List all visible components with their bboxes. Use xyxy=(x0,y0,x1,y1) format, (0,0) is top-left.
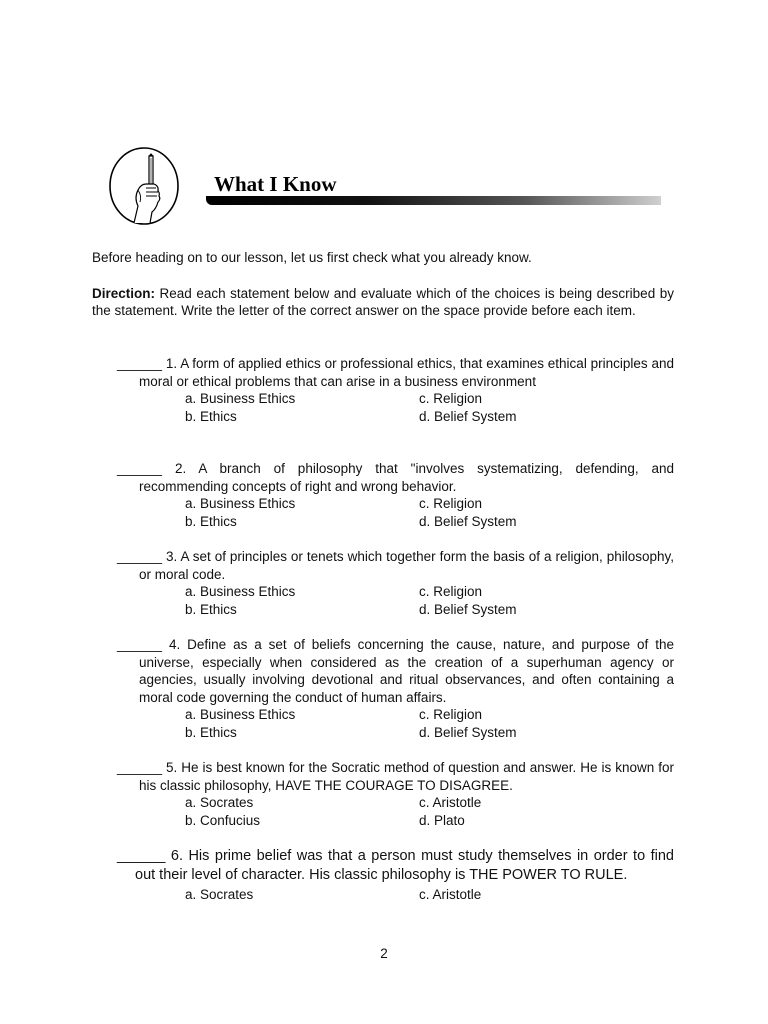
title-underline-bar xyxy=(206,196,661,205)
question-text: 1. A form of applied ethics or professional ethics, that examines ethical principles and moral or ethical problems that can arise in a business environment xyxy=(139,356,674,389)
section-title: What I Know xyxy=(214,172,337,196)
options xyxy=(117,706,674,741)
question-1 xyxy=(117,355,674,425)
options xyxy=(117,794,674,829)
question-text: 6. His prime belief was that a person must study themselves in order to find out their level of character. His classic philosophy is THE POWER TO RULE. xyxy=(135,848,674,883)
question-3 xyxy=(117,548,674,618)
question-stem xyxy=(117,460,674,495)
question-text: 2. A branch of philosophy that "involves systematizing, defending, and recommending concepts of right and wrong behavior. xyxy=(139,461,674,494)
question-stem xyxy=(117,355,674,390)
option-b: b. Ethics xyxy=(185,513,237,529)
option-a: a. Socrates xyxy=(185,795,254,810)
option-d: d. Belief System xyxy=(419,513,517,529)
option-c: c. Aristotle xyxy=(419,887,482,902)
question-2 xyxy=(117,460,674,530)
option-c: c. Religion xyxy=(419,391,483,406)
answer-blank: ______ xyxy=(117,549,163,564)
option-b: b. Ethics xyxy=(185,408,237,424)
question-text: 5. He is best known for the Socratic method of question and answer. He is known for his classic philosophy, HAVE THE COURAGE TO DISAGREE. xyxy=(139,760,674,793)
question-text: 4. Define as a set of beliefs concerning the cause, nature, and purpose of the universe, especially when considered as the creation of a superhuman agency or agencies, usually involving devotional and ritual observances, and often containing a moral code governing the conduct of human affairs. xyxy=(139,637,674,705)
hand-holding-pencil-icon xyxy=(108,146,180,226)
page-number: 2 xyxy=(380,946,388,961)
option-a: a. Socrates xyxy=(185,887,254,902)
option-c: c. Religion xyxy=(419,496,483,511)
option-a: a. Business Ethics xyxy=(185,584,296,599)
question-stem xyxy=(117,636,674,706)
option-c: c. Religion xyxy=(419,707,483,722)
option-a: a. Business Ethics xyxy=(185,707,296,722)
options xyxy=(117,885,674,920)
options xyxy=(117,495,674,530)
question-5 xyxy=(117,759,674,829)
direction-label: Direction: xyxy=(92,286,156,301)
option-a: a. Business Ethics xyxy=(185,391,296,406)
option-d: d. Belief System xyxy=(419,408,517,424)
option-d: d. Belief System xyxy=(419,601,517,617)
question-stem xyxy=(117,548,674,583)
answer-blank: ______ xyxy=(117,461,163,476)
options xyxy=(117,390,674,425)
option-c: c. Religion xyxy=(419,584,483,599)
option-b: b. Confucius xyxy=(185,812,261,828)
option-c: c. Aristotle xyxy=(419,795,482,810)
answer-blank: ______ xyxy=(117,356,163,371)
answer-blank: ______ xyxy=(117,637,163,652)
question-stem xyxy=(117,759,674,794)
question-stem xyxy=(117,847,674,885)
intro-text: Before heading on to our lesson, let us first check what you already know. xyxy=(92,250,532,265)
answer-blank: ______ xyxy=(117,848,166,864)
options xyxy=(117,583,674,618)
question-text: 3. A set of principles or tenets which together form the basis of a religion, philosophy, or moral code. xyxy=(139,549,674,582)
option-b: b. Ethics xyxy=(185,601,237,617)
question-4 xyxy=(117,636,674,741)
question-6 xyxy=(117,847,674,920)
direction-paragraph xyxy=(92,285,674,319)
option-a: a. Business Ethics xyxy=(185,496,296,511)
direction-text: Read each statement below and evaluate which of the choices is being described by the statement. Write the letter of the correct answer on the space provide before each item. xyxy=(92,286,674,318)
option-b: b. Ethics xyxy=(185,724,237,740)
answer-blank: ______ xyxy=(117,760,163,775)
option-d: d. Plato xyxy=(419,812,465,828)
option-d: d. Belief System xyxy=(419,724,517,740)
